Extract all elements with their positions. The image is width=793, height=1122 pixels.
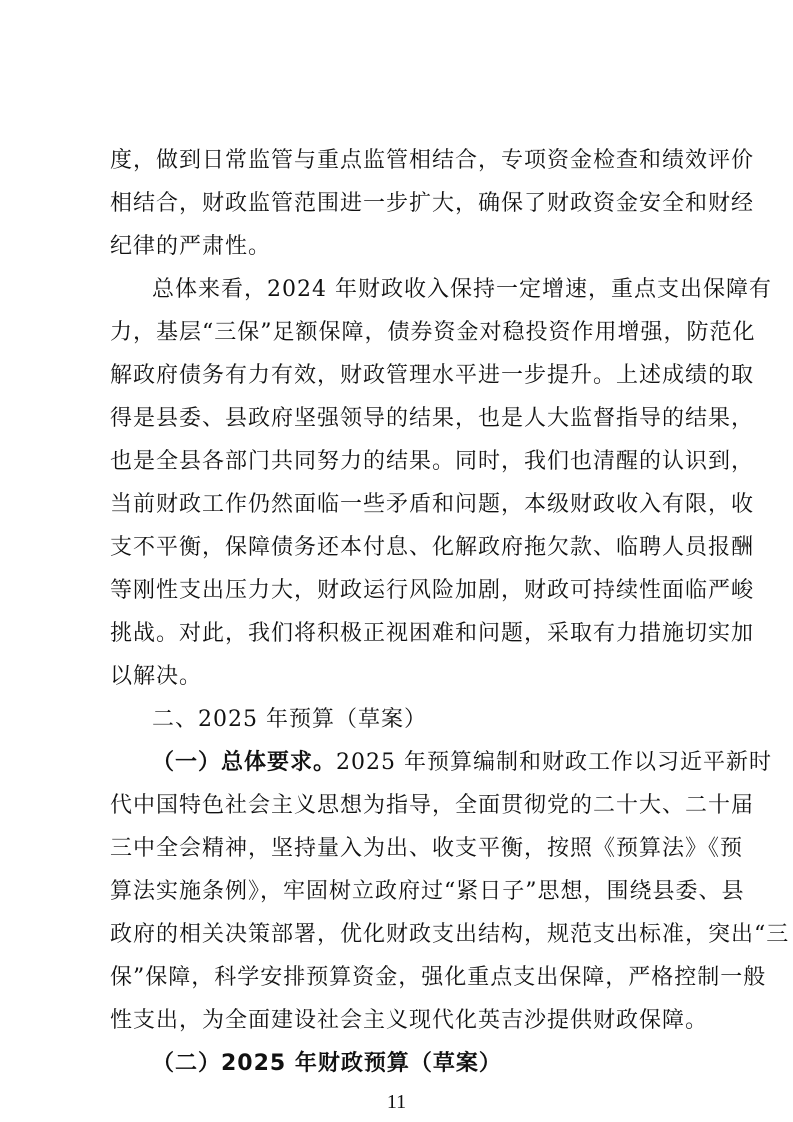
page-number: 11: [386, 1091, 407, 1113]
subsection-1-title: （一）总体要求。: [152, 750, 337, 775]
body-text-line: 代中国特色社会主义思想为指导，全面贯彻党的二十大、二十届: [110, 793, 755, 818]
body-text-line: 算法实施条例》，牢固树立政府过“紧日子”思想，围绕县委、县: [110, 879, 745, 904]
body-text-line: 得是县委、县政府坚强领导的结果，也是人大监督指导的结果，: [110, 406, 755, 431]
body-text-line: 也是全县各部门共同努力的结果。同时，我们也清醒的认识到，: [110, 449, 755, 474]
body-text-line: 支不平衡，保障债务还本付息、化解政府拖欠款、临聘人员报酬: [110, 535, 755, 560]
body-text-line: 解政府债务有力有效，财政管理水平进一步提升。上述成绩的取: [110, 363, 755, 388]
body-text-line: 三中全会精神，坚持量入为出、收支平衡，按照《预算法》《预: [110, 836, 744, 861]
section-heading: 二、2025 年预算（草案）: [152, 707, 427, 732]
body-text-line: 性支出，为全面建设社会主义现代化英吉沙提供财政保障。: [110, 1008, 709, 1033]
body-text-line: 当前财政工作仍然面临一些矛盾和问题，本级财政收入有限，收: [110, 492, 755, 517]
body-text-line: 以解决。: [110, 664, 203, 689]
subsection-1-text: 2025 年预算编制和财政工作以习近平新时: [336, 750, 772, 775]
subsection-2-title: （二）2025 年财政预算（草案）: [152, 1051, 502, 1076]
body-text-line: 挑战。对此，我们将积极正视困难和问题，采取有力措施切实加: [110, 621, 755, 646]
body-text-line: 政府的相关决策部署，优化财政支出结构，规范支出标准，突出“三: [110, 922, 790, 947]
body-text-line: 总体来看，2024 年财政收入保持一定增速，重点支出保障有: [152, 277, 772, 302]
body-text-line: 保”保障，科学安排预算资金，强化重点支出保障，严格控制一般: [110, 965, 767, 990]
body-text-line: 相结合，财政监管范围进一步扩大，确保了财政资金安全和财经: [110, 191, 755, 216]
body-text-line: 力，基层“三保”足额保障，债券资金对稳投资作用增强，防范化: [110, 320, 756, 345]
body-text-line: 度，做到日常监管与重点监管相结合，专项资金检查和绩效评价: [110, 148, 755, 173]
body-text-line: 纪律的严肃性。: [110, 234, 272, 259]
body-text-line: 等刚性支出压力大，财政运行风险加剧，财政可持续性面临严峻: [110, 578, 755, 603]
subsection-1-first-line: [152, 748, 772, 778]
